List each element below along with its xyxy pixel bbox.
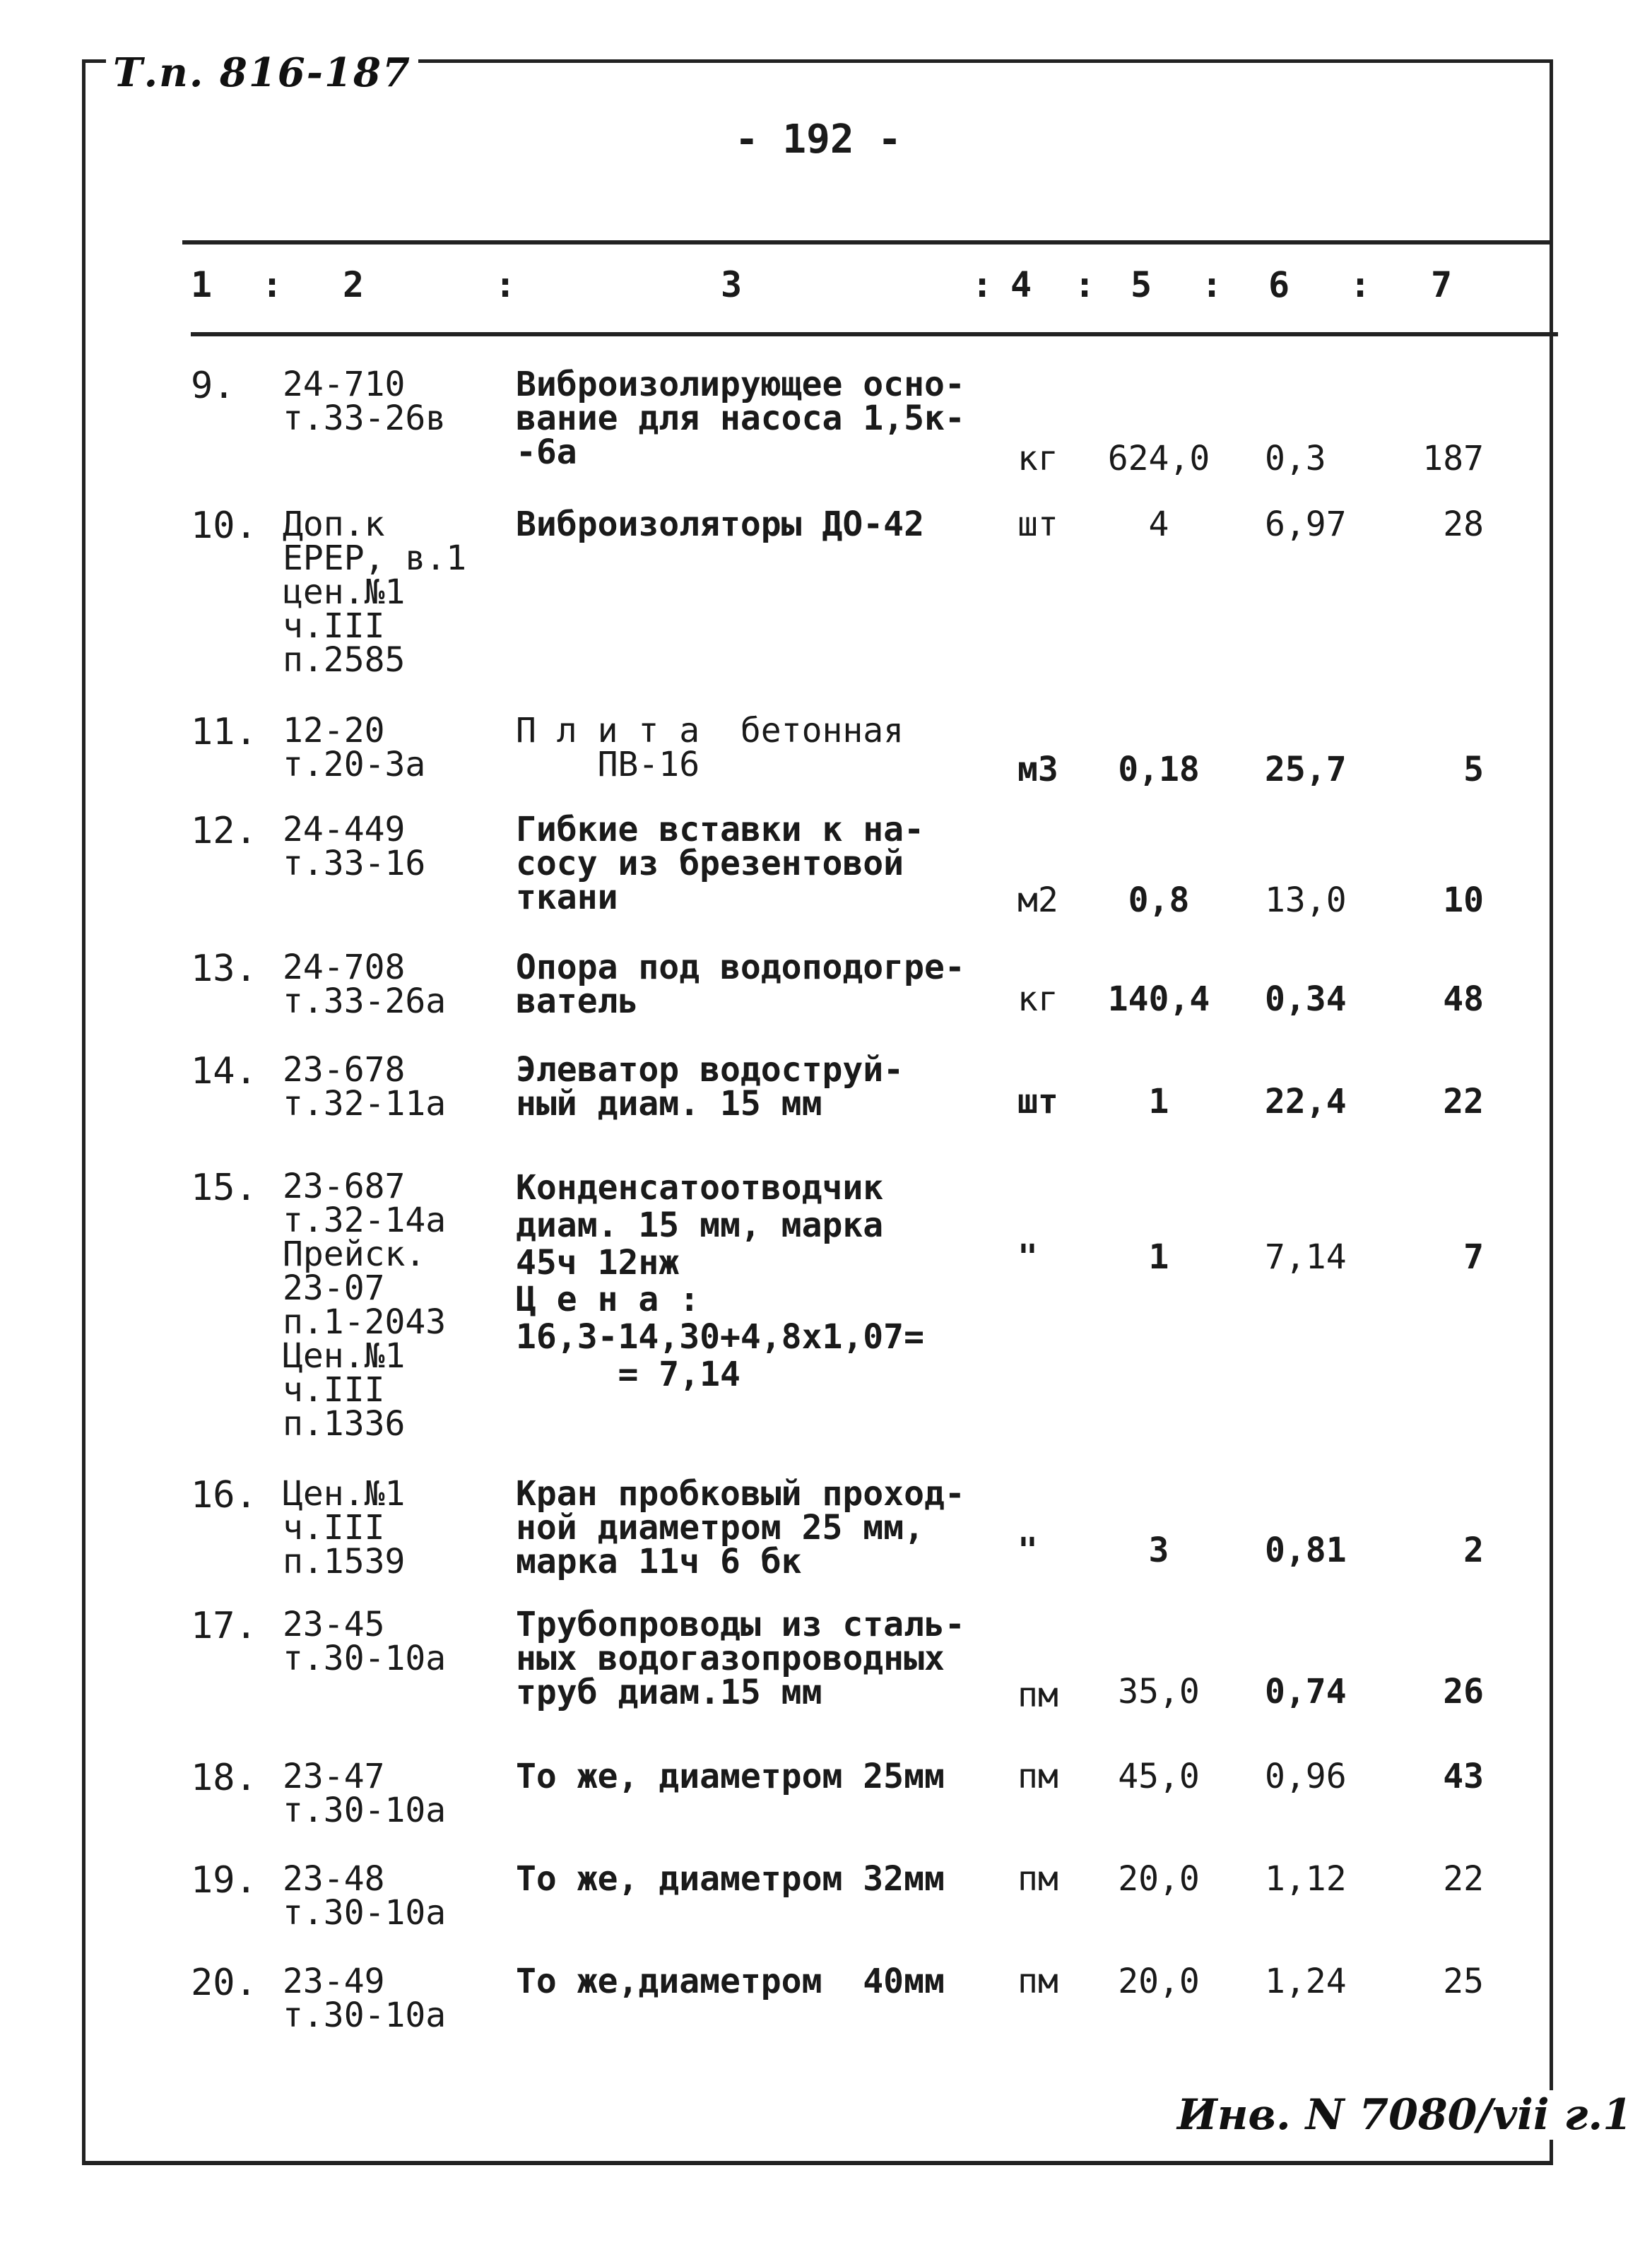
- unit-price: 0,81: [1265, 1531, 1347, 1570]
- inventory-number: Инв. N 7080/vii г.1: [1173, 2090, 1636, 2140]
- total: 2: [1463, 1531, 1484, 1570]
- unit: ": [1017, 1237, 1038, 1277]
- unit: пм: [1017, 1859, 1058, 1899]
- header-col-5: 5: [1131, 264, 1152, 305]
- rate-code: Цен.№1 ч.III п.1539: [283, 1474, 406, 1581]
- unit: м2: [1017, 880, 1058, 920]
- unit-price: 0,96: [1265, 1757, 1347, 1796]
- item-description: Конденсатоотводчик диам. 15 мм, марка 45ч 12нж Ц е н а : 16,3-14,30+4,8x1,07= = 7,14: [516, 1168, 924, 1394]
- row-number: 9.: [191, 365, 235, 407]
- row-number: 11.: [191, 711, 257, 753]
- header-col-6: 6: [1268, 264, 1290, 305]
- row-number: 17.: [191, 1605, 257, 1647]
- header-separator: :: [1201, 264, 1223, 305]
- item-description: Кран пробковый проход- ной диаметром 25 мм, марка 11ч 6 бк: [516, 1474, 965, 1581]
- unit: шт: [1017, 1082, 1058, 1121]
- item-description: То же, диаметром 25мм: [516, 1757, 945, 1796]
- unit-price: 22,4: [1265, 1082, 1347, 1121]
- total: 25: [1443, 1962, 1484, 2001]
- header-col-4: 4: [1010, 264, 1032, 305]
- unit-price: 0,3: [1265, 439, 1326, 478]
- item-description: Трубопроводы из сталь- ных водогазопроводных труб диам.15 мм: [516, 1605, 965, 1712]
- item-description: Гибкие вставки к на- сосу из брезентовой ткани: [516, 810, 924, 917]
- rate-code: 23-47 т.30-10а: [283, 1757, 447, 1830]
- header-col-3: 3: [721, 264, 743, 305]
- unit: кг: [1017, 979, 1058, 1019]
- unit-price: 1,12: [1265, 1859, 1347, 1899]
- page-number: - 192 -: [735, 117, 902, 163]
- rate-code: 12-20 т.20-3а: [283, 711, 426, 784]
- rate-code: 23-49 т.30-10а: [283, 1962, 447, 2035]
- total: 48: [1443, 979, 1484, 1019]
- document-code: Т.п. 816-187: [106, 49, 418, 96]
- unit: пм: [1017, 1675, 1058, 1715]
- rate-code: 23-45 т.30-10а: [283, 1605, 447, 1678]
- total: 28: [1443, 505, 1484, 544]
- unit-price: 6,97: [1265, 505, 1347, 544]
- quantity: 0,8: [1128, 880, 1190, 920]
- item-description: Опора под водоподогре- ватель: [516, 948, 965, 1021]
- unit-price: 13,0: [1265, 880, 1347, 920]
- header-separator: :: [495, 264, 517, 305]
- total: 5: [1463, 750, 1484, 789]
- quantity: 3: [1148, 1531, 1169, 1570]
- rate-code: 24-710 т.33-26в: [283, 365, 447, 438]
- unit-price: 0,74: [1265, 1672, 1347, 1711]
- header-col-7: 7: [1431, 264, 1453, 305]
- rate-code: 24-708 т.33-26а: [283, 948, 447, 1021]
- total: 7: [1463, 1237, 1484, 1277]
- quantity: 4: [1148, 505, 1169, 544]
- header-separator: :: [1074, 264, 1096, 305]
- row-number: 14.: [191, 1050, 257, 1092]
- item-description: То же, диаметром 32мм: [516, 1859, 945, 1899]
- unit: м3: [1017, 750, 1058, 789]
- quantity: 20,0: [1118, 1859, 1200, 1899]
- quantity: 624,0: [1107, 439, 1210, 478]
- quantity: 35,0: [1118, 1672, 1200, 1711]
- unit-price: 1,24: [1265, 1962, 1347, 2001]
- total: 187: [1422, 439, 1484, 478]
- rate-code: 24-449 т.33-16: [283, 810, 426, 883]
- item-description: Элеватор водоструй- ный диам. 15 мм: [516, 1050, 904, 1124]
- unit: пм: [1017, 1757, 1058, 1796]
- quantity: 1: [1148, 1237, 1169, 1277]
- item-description: То же,диаметром 40мм: [516, 1962, 945, 2001]
- total: 22: [1443, 1859, 1484, 1899]
- table-header-rule: [191, 332, 1558, 336]
- total: 43: [1443, 1757, 1484, 1796]
- table-top-rule: [182, 240, 1550, 244]
- rate-code: 23-687 т.32-14а Прейск. 23-07 п.1-2043 Цен.№1 ч.III п.1336: [283, 1167, 447, 1444]
- rate-code: 23-678 т.32-11а: [283, 1050, 447, 1124]
- quantity: 45,0: [1118, 1757, 1200, 1796]
- header-separator: :: [972, 264, 993, 305]
- unit: пм: [1017, 1962, 1058, 2001]
- row-number: 10.: [191, 505, 257, 547]
- rate-code: Доп.к ЕРЕР, в.1 цен.№1 ч.III п.2585: [283, 505, 467, 680]
- unit: ": [1017, 1531, 1038, 1570]
- quantity: 140,4: [1107, 979, 1210, 1019]
- row-number: 18.: [191, 1757, 257, 1799]
- row-number: 12.: [191, 810, 257, 852]
- unit: шт: [1017, 505, 1058, 544]
- row-number: 15.: [191, 1167, 257, 1209]
- row-number: 19.: [191, 1859, 257, 1902]
- row-number: 16.: [191, 1474, 257, 1516]
- quantity: 1: [1148, 1082, 1169, 1121]
- unit: кг: [1017, 439, 1058, 478]
- header-separator: :: [1350, 264, 1371, 305]
- total: 26: [1443, 1672, 1484, 1711]
- total: 22: [1443, 1082, 1484, 1121]
- header-separator: :: [261, 264, 283, 305]
- row-number: 20.: [191, 1962, 257, 2004]
- item-description: Виброизоляторы ДО-42: [516, 505, 924, 544]
- total: 10: [1443, 880, 1484, 920]
- unit-price: 0,34: [1265, 979, 1347, 1019]
- unit-price: 7,14: [1265, 1237, 1347, 1277]
- item-description: Виброизолирующее осно- вание для насоса 1,5к- -6а: [516, 365, 965, 472]
- quantity: 20,0: [1118, 1962, 1200, 2001]
- unit-price: 25,7: [1265, 750, 1347, 789]
- header-col-1: 1: [191, 264, 213, 305]
- item-description: П л и т а бетонная ПВ-16: [516, 711, 904, 784]
- quantity: 0,18: [1118, 750, 1200, 789]
- rate-code: 23-48 т.30-10а: [283, 1859, 447, 1933]
- row-number: 13.: [191, 948, 257, 990]
- header-col-2: 2: [343, 264, 365, 305]
